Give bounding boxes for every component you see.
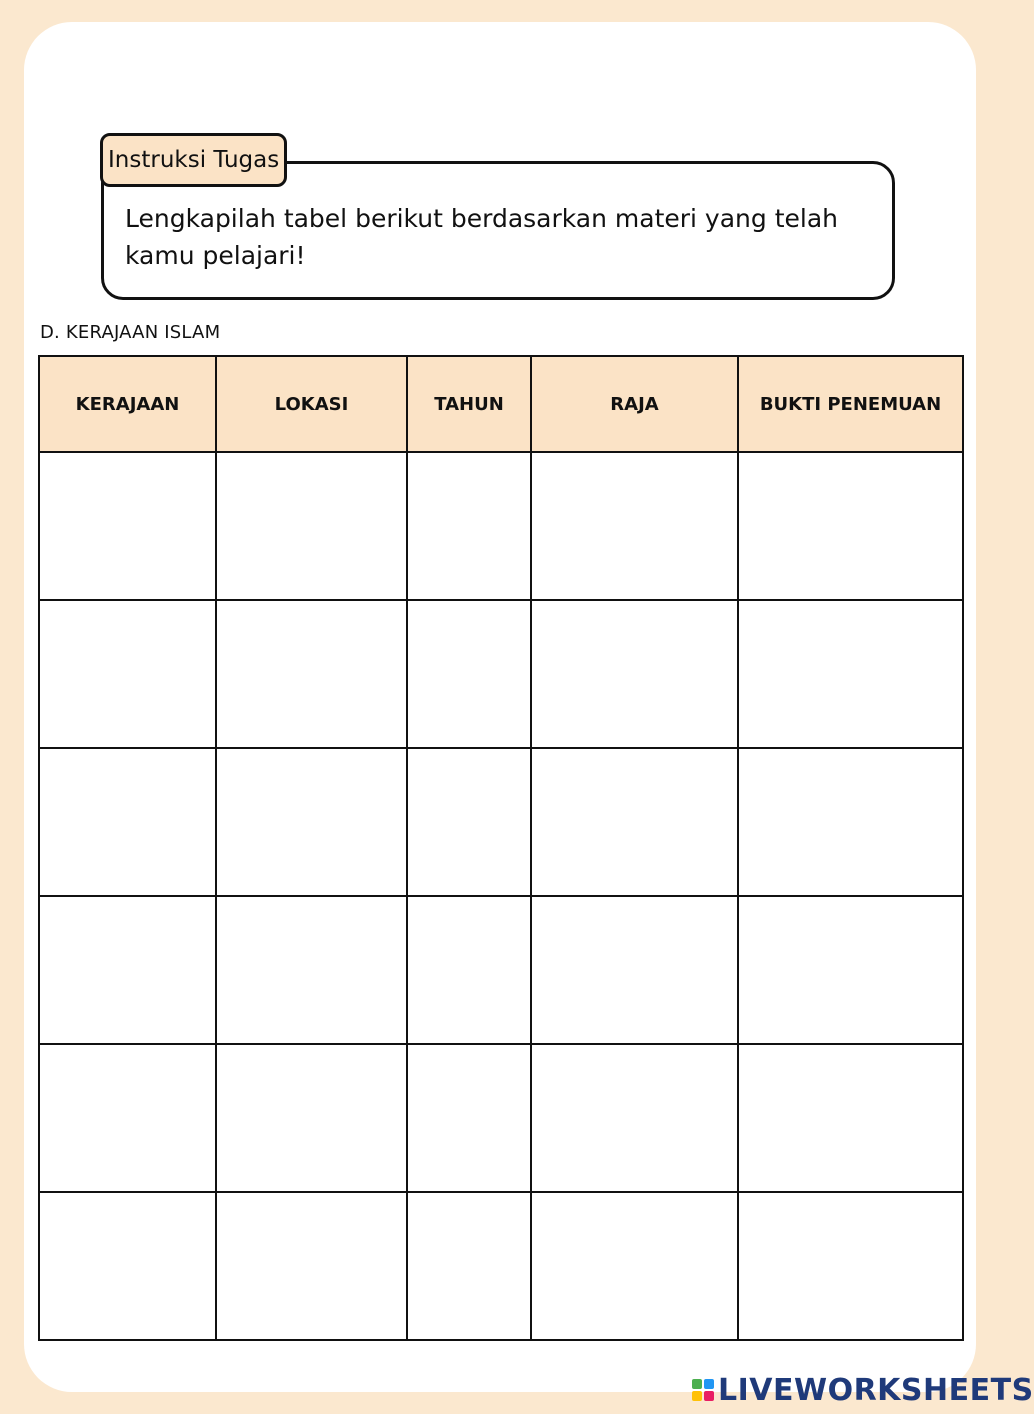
answer-cell[interactable] (39, 600, 216, 748)
answer-cell[interactable] (738, 1044, 963, 1192)
answer-cell[interactable] (39, 452, 216, 600)
table-row (39, 896, 963, 1044)
section-title: D. KERAJAAN ISLAM (40, 322, 221, 343)
answer-cell[interactable] (216, 896, 407, 1044)
kingdom-table (38, 355, 964, 1341)
table-row (39, 1192, 963, 1340)
logo-square-yellow (692, 1391, 702, 1401)
answer-cell[interactable] (39, 896, 216, 1044)
answer-cell[interactable] (216, 1192, 407, 1340)
answer-cell[interactable] (407, 748, 531, 896)
answer-cell[interactable] (216, 600, 407, 748)
liveworksheets-icon (692, 1379, 714, 1401)
answer-cell[interactable] (39, 1192, 216, 1340)
table-header-row (39, 356, 963, 452)
answer-cell[interactable] (407, 896, 531, 1044)
answer-cell[interactable] (531, 452, 738, 600)
table-row (39, 1044, 963, 1192)
answer-cell[interactable] (738, 452, 963, 600)
logo-square-blue (704, 1379, 714, 1389)
logo-square-green (692, 1379, 702, 1389)
instruction-text: Lengkapilah tabel berikut berdasarkan materi yang telah kamu pelajari! (125, 204, 839, 270)
header-lokasi: LOKASI (216, 356, 407, 452)
header-kerajaan: KERAJAAN (39, 356, 216, 452)
answer-cell[interactable] (407, 452, 531, 600)
answer-cell[interactable] (407, 1044, 531, 1192)
answer-cell[interactable] (39, 1044, 216, 1192)
answer-cell[interactable] (531, 600, 738, 748)
table-row (39, 452, 963, 600)
answer-cell[interactable] (738, 600, 963, 748)
answer-cell[interactable] (407, 600, 531, 748)
logo-square-pink (704, 1391, 714, 1401)
answer-cell[interactable] (216, 1044, 407, 1192)
answer-cell[interactable] (531, 748, 738, 896)
header-raja: RAJA (531, 356, 738, 452)
header-bukti-penemuan: BUKTI PENEMUAN (738, 356, 963, 452)
answer-cell[interactable] (531, 896, 738, 1044)
table-row (39, 748, 963, 896)
table-row (39, 600, 963, 748)
answer-cell[interactable] (738, 896, 963, 1044)
answer-cell[interactable] (39, 748, 216, 896)
answer-cell[interactable] (531, 1192, 738, 1340)
answer-cell[interactable] (738, 748, 963, 896)
header-tahun: TAHUN (407, 356, 531, 452)
answer-cell[interactable] (216, 452, 407, 600)
instruction-tag: Instruksi Tugas (100, 133, 287, 187)
liveworksheets-logo (692, 1374, 1034, 1406)
answer-cell[interactable] (216, 748, 407, 896)
liveworksheets-wordmark: LIVEWORKSHEETS (718, 1372, 1034, 1408)
answer-cell[interactable] (531, 1044, 738, 1192)
answer-cell[interactable] (738, 1192, 963, 1340)
answer-cell[interactable] (407, 1192, 531, 1340)
